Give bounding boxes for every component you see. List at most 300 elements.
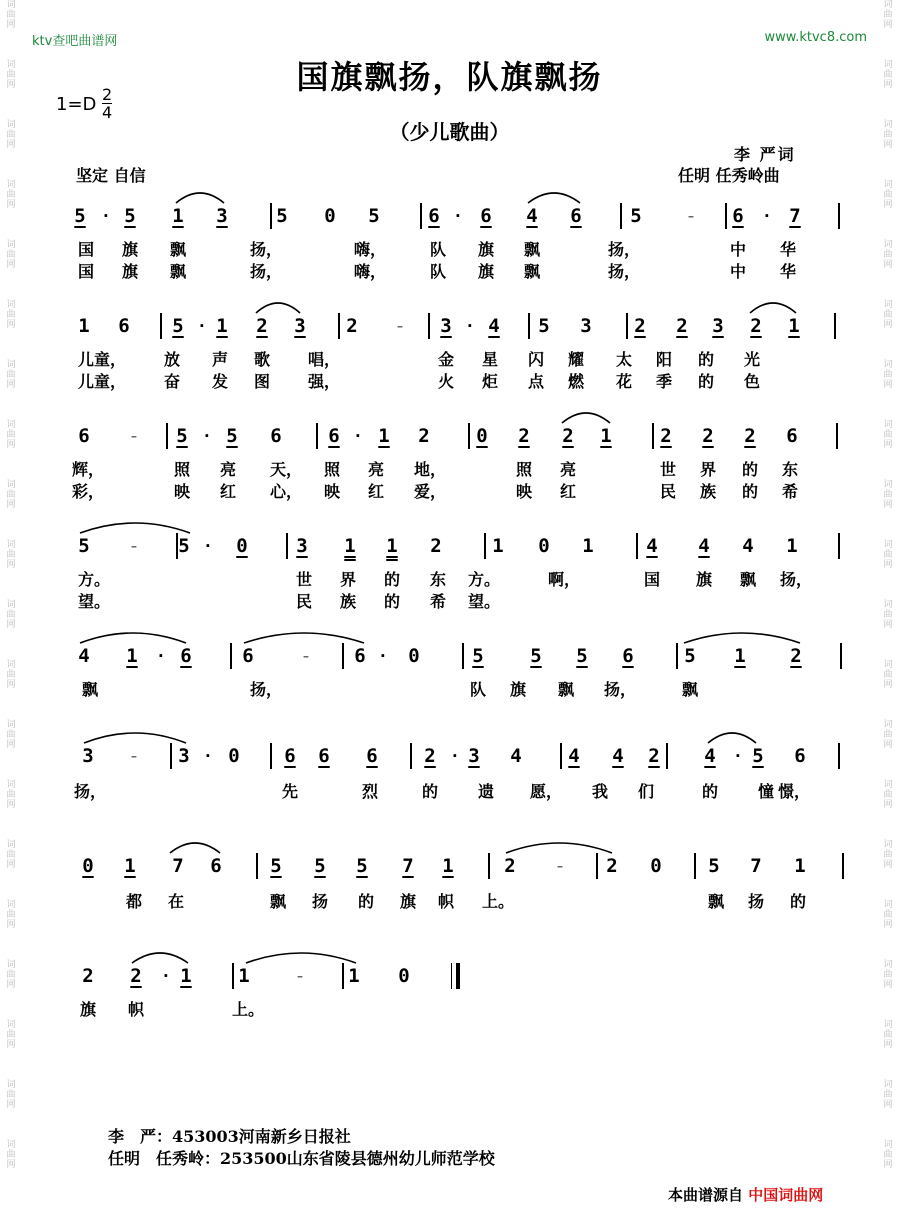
lyric-syllable: 世 [659,460,676,479]
notation-row [0,843,899,883]
lyric-syllable: 民 [295,592,312,611]
note: 5 [368,205,380,227]
lyric-syllable: 希 [429,592,446,611]
lyric-syllable: 的 [789,892,806,911]
note: 1 [124,855,136,877]
lyric-syllable: 飘 [523,262,540,281]
note: 7 [750,855,762,877]
lyric-syllable: 亮 [219,460,236,479]
note: 5 [752,745,764,767]
note: 3 [440,315,452,337]
note: 3 [296,535,308,557]
barline [834,313,836,339]
lyric-line [0,479,899,499]
note: 6 [78,425,90,447]
lyric-syllable: 图 [253,372,270,391]
lyric-syllable: 华 [779,262,796,281]
lyric-syllable: 扬， [250,262,283,281]
note: 1 [582,535,594,557]
dotted-rhythm-dot: · [103,207,109,225]
barline [596,853,598,879]
lyric-syllable: 飘 [269,892,286,911]
song-title: 国旗飘扬，队旗飘扬 [296,58,603,96]
lyric-syllable: 太 [615,350,632,369]
lyric-syllable: 憧 [757,782,774,801]
lyric-line [0,259,899,279]
note: 2 [518,425,530,447]
note: 6 [180,645,192,667]
hold-dash: - [128,745,140,767]
key-label: 1=D [56,94,97,115]
barline [528,313,530,339]
note: 4 [526,205,538,227]
right-margin-stamp [881,0,895,1231]
note: 4 [488,315,500,337]
time-denominator: 4 [102,103,113,122]
barline [342,963,344,989]
dotted-rhythm-dot: · [163,967,169,985]
lyric-syllable: 东 [429,570,446,589]
note: 2 [130,965,142,987]
margin-stamp-group: 词 曲 网 [6,1080,16,1110]
note: 3 [468,745,480,767]
barline [256,853,258,879]
slur [256,303,300,313]
barline [484,533,486,559]
note: 0 [82,855,94,877]
lyric-syllable: 季 [655,372,672,391]
lyric-syllable: 中 [729,262,746,281]
barline [170,743,172,769]
margin-stamp-group: 词 曲 网 [6,360,16,390]
barline [230,643,232,669]
slur [750,303,796,313]
song-subtitle: （少儿歌曲） [389,120,510,144]
margin-stamp-group: 词 曲 网 [6,540,16,570]
margin-stamp-group: 词 曲 网 [6,960,16,990]
hold-dash: - [685,205,697,227]
lyric-syllable: 遗 [477,782,494,801]
note: 0 [650,855,662,877]
note: 5 [684,645,696,667]
lyric-syllable: 炬 [481,372,498,391]
margin-stamp-group: 词 曲 网 [6,180,16,210]
lyric-syllable: 中 [729,240,746,259]
margin-stamp-group: 词 曲 网 [883,480,893,510]
time-signature [102,86,112,121]
note: 1 [216,315,228,337]
lyric-syllable: 希 [781,482,798,501]
hold-dash: - [294,965,306,987]
lyric-syllable: 光 [743,350,760,369]
dotted-rhythm-dot: · [204,427,210,445]
note: 5 [576,645,588,667]
dotted-rhythm-dot: · [199,317,205,335]
barline [560,743,562,769]
note: 1 [386,535,398,557]
note: 0 [408,645,420,667]
lyric-syllable: 旗 [399,892,416,911]
lyric-syllable: 扬 [747,892,764,911]
lyric-line [0,677,899,697]
note: 5 [472,645,484,667]
note: 1 [734,645,746,667]
note: 5 [708,855,720,877]
note: 5 [630,205,642,227]
barline [420,203,422,229]
lyric-syllable: 望。 [468,592,501,611]
note: 3 [82,745,94,767]
lyric-syllable: 飘 [81,680,98,699]
note: 2 [744,425,756,447]
barline [636,533,638,559]
source-site-link[interactable]: 中国词曲网 [748,1186,824,1204]
notation-row [0,413,899,453]
slur [84,733,186,743]
lyric-syllable: 的 [701,782,718,801]
note: 6 [318,745,330,767]
note: 3 [294,315,306,337]
barline [652,423,654,449]
margin-stamp-group: 词 曲 网 [883,1020,893,1050]
note: 1 [348,965,360,987]
note: 2 [634,315,646,337]
lyric-syllable: 上。 [232,1000,265,1019]
barline [676,643,678,669]
note: 1 [378,425,390,447]
lyric-syllable: 界 [339,570,356,589]
barline [468,423,470,449]
margin-stamp-group: 词 曲 网 [883,0,893,30]
note: 5 [314,855,326,877]
margin-stamp-group: 词 曲 网 [883,840,893,870]
margin-stamp-group: 词 曲 网 [6,900,16,930]
lyric-syllable: 队 [429,262,446,281]
margin-stamp-group: 词 曲 网 [6,840,16,870]
note: 6 [732,205,744,227]
slur [246,953,356,963]
lyric-syllable: 上。 [482,892,515,911]
note: 1 [442,855,454,877]
note: 6 [786,425,798,447]
note: 1 [172,205,184,227]
note: 0 [228,745,240,767]
hold-dash: - [394,315,406,337]
margin-stamp-group: 词 曲 网 [883,600,893,630]
lyric-syllable: 在 [167,892,184,911]
lyric-syllable: 的 [697,372,714,391]
lyric-syllable: 飘 [707,892,724,911]
notation-row [0,193,899,233]
margin-stamp-group: 词 曲 网 [883,960,893,990]
lyric-syllable: 照 [173,460,190,479]
note: 1 [492,535,504,557]
margin-stamp-group: 词 曲 网 [883,120,893,150]
note: 3 [178,745,190,767]
dotted-rhythm-dot: · [205,747,211,765]
barline [270,743,272,769]
margin-stamp-group: 词 曲 网 [883,660,893,690]
dotted-rhythm-dot: · [467,317,473,335]
note: 6 [794,745,806,767]
lyric-syllable: 国 [77,262,94,281]
note: 0 [398,965,410,987]
note: 5 [270,855,282,877]
lyric-line [0,237,899,257]
note: 2 [562,425,574,447]
margin-stamp-group: 词 曲 网 [883,1140,893,1170]
margin-stamp-group: 词 曲 网 [6,240,16,270]
lyric-syllable: 先 [281,782,298,801]
note: 2 [256,315,268,337]
note: 5 [538,315,550,337]
slur [562,413,610,423]
lyric-syllable: 扬， [608,262,641,281]
note: 0 [236,535,248,557]
margin-stamp-group: 词 曲 网 [6,120,16,150]
lyric-syllable: 我 [591,782,608,801]
source-prefix: 本曲谱源自 [668,1186,744,1204]
lyric-syllable: 旗 [121,240,138,259]
note: 2 [660,425,672,447]
note: 2 [504,855,516,877]
barline [620,203,622,229]
barline [176,533,178,559]
slur [170,843,220,853]
note: 3 [216,205,228,227]
lyric-syllable: 嗨， [354,262,387,281]
note: 2 [346,315,358,337]
note: 6 [354,645,366,667]
note: 5 [74,205,86,227]
lyric-syllable: 国 [643,570,660,589]
final-barline [456,963,460,989]
lyric-syllable: 飘 [739,570,756,589]
slur [80,523,190,533]
note: 5 [530,645,542,667]
lyric-syllable: 的 [741,460,758,479]
lyric-syllable: 映 [515,482,532,501]
lyric-syllable: 奋 [163,372,180,391]
notation-row [0,733,899,773]
note: 2 [750,315,762,337]
note: 5 [124,205,136,227]
site-watermark-right[interactable]: www.ktvc8.com [764,30,867,45]
lyric-syllable: 色 [743,372,760,391]
note: 4 [78,645,90,667]
lyric-syllable: 的 [383,570,400,589]
lyric-line [0,779,899,799]
lyric-syllable: 憬， [778,782,811,801]
margin-stamp-group: 词 曲 网 [6,720,16,750]
lyric-syllable: 的 [421,782,438,801]
barline [626,313,628,339]
lyric-syllable: 红 [559,482,576,501]
lyric-syllable: 彩， [72,482,105,501]
lyric-line [0,589,899,609]
lyric-line [0,997,899,1017]
margin-stamp-group: 词 曲 网 [883,60,893,90]
key-signature [56,85,113,122]
lyric-syllable: 辉， [72,460,105,479]
lyric-syllable: 旗 [509,680,526,699]
margin-stamp-group: 词 曲 网 [6,60,16,90]
note: 5 [276,205,288,227]
lyric-syllable: 扬， [780,570,813,589]
lyric-syllable: 烈 [361,782,378,801]
lyric-syllable: 旗 [477,240,494,259]
notation-row [0,953,899,993]
barline [838,743,840,769]
lyric-syllable: 们 [637,782,654,801]
lyric-syllable: 燃 [567,372,584,391]
lyric-syllable: 闪 [527,350,544,369]
lyric-syllable: 扬， [74,782,107,801]
lyric-syllable: 声 [211,350,228,369]
note: 6 [284,745,296,767]
lyric-syllable: 放 [163,350,180,369]
lyric-syllable: 点 [527,372,544,391]
lyric-syllable: 红 [219,482,236,501]
lyric-syllable: 的 [697,350,714,369]
note: 2 [418,425,430,447]
lyric-syllable: 扬 [311,892,328,911]
lyric-syllable: 星 [481,350,498,369]
note: 1 [788,315,800,337]
note: 1 [78,315,90,337]
composer-credit: 任明 任秀岭曲 [678,166,780,185]
barline [232,963,234,989]
lyric-syllable: 儿童， [78,372,127,391]
note: 0 [476,425,488,447]
slur [684,633,800,643]
note: 2 [702,425,714,447]
note: 3 [580,315,592,337]
hold-dash: - [554,855,566,877]
lyric-syllable: 飘 [169,262,186,281]
lyric-line [0,369,899,389]
lyric-syllable: 耀 [567,350,584,369]
lyric-syllable: 强， [308,372,341,391]
lyric-syllable: 歌 [253,350,270,369]
note: 2 [676,315,688,337]
lyric-syllable: 方。 [468,570,501,589]
note: 0 [324,205,336,227]
lyric-syllable: 飘 [169,240,186,259]
site-watermark-left[interactable]: ktv查吧曲谱网 [32,34,118,49]
lyric-syllable: 天， [270,460,303,479]
dotted-rhythm-dot: · [355,427,361,445]
lyric-syllable: 地， [414,460,447,479]
margin-stamp-group: 词 曲 网 [6,420,16,450]
lyric-syllable: 儿童， [78,350,127,369]
margin-stamp-group: 词 曲 网 [883,420,893,450]
barline [410,743,412,769]
note: 4 [742,535,754,557]
margin-stamp-group: 词 曲 网 [6,0,16,30]
dotted-rhythm-dot: · [380,647,386,665]
lyric-syllable: 队 [469,680,486,699]
lyric-syllable: 唱， [308,350,341,369]
note: 5 [226,425,238,447]
barline [842,853,844,879]
margin-stamp-group: 词 曲 网 [883,1080,893,1110]
notation-row [0,523,899,563]
note: 2 [606,855,618,877]
lyric-syllable: 红 [367,482,384,501]
lyric-syllable: 的 [741,482,758,501]
note: 1 [786,535,798,557]
lyric-syllable: 飘 [681,680,698,699]
dotted-rhythm-dot: · [205,537,211,555]
margin-stamp-group: 词 曲 网 [883,180,893,210]
note: 6 [480,205,492,227]
final-barline-thin [451,963,452,989]
barline [836,423,838,449]
lyric-syllable: 旗 [79,1000,96,1019]
note: 1 [238,965,250,987]
barline [462,643,464,669]
margin-stamp-group: 词 曲 网 [6,300,16,330]
barline [270,203,272,229]
slur [80,633,186,643]
margin-stamp-group: 词 曲 网 [883,360,893,390]
lyric-syllable: 世 [295,570,312,589]
notation-row [0,303,899,343]
dotted-rhythm-dot: · [452,747,458,765]
lyric-syllable: 照 [323,460,340,479]
margin-stamp-group: 词 曲 网 [883,900,893,930]
note: 7 [402,855,414,877]
lyric-syllable: 飘 [557,680,574,699]
left-margin-stamp [4,0,18,1231]
note: 7 [172,855,184,877]
note: 6 [622,645,634,667]
note: 5 [178,535,190,557]
note: 4 [612,745,624,767]
lyric-syllable: 东 [781,460,798,479]
lyric-syllable: 扬， [608,240,641,259]
margin-stamp-group: 词 曲 网 [6,1020,16,1050]
lyric-syllable: 都 [125,892,142,911]
lyric-syllable: 扬， [250,240,283,259]
lyric-syllable: 花 [615,372,632,391]
lyric-syllable: 的 [357,892,374,911]
lyric-syllable: 的 [383,592,400,611]
lyric-syllable: 方。 [78,570,111,589]
dotted-rhythm-dot: · [735,747,741,765]
barline [838,203,840,229]
note: 3 [712,315,724,337]
note: 1 [344,535,356,557]
lyric-syllable: 映 [173,482,190,501]
lyric-syllable: 啊， [548,570,581,589]
note: 5 [78,535,90,557]
margin-stamp-group: 词 曲 网 [6,1140,16,1170]
lyric-syllable: 愿， [530,782,563,801]
lyric-line [0,347,899,367]
source-credit [668,1184,823,1205]
margin-stamp-group: 词 曲 网 [6,780,16,810]
slur [528,193,580,203]
slur [132,953,188,963]
margin-stamp-group: 词 曲 网 [883,240,893,270]
note: 6 [570,205,582,227]
lyric-syllable: 火 [437,372,454,391]
lyric-syllable: 帜 [127,1000,144,1019]
lyric-syllable: 望。 [78,592,111,611]
barline [840,643,842,669]
